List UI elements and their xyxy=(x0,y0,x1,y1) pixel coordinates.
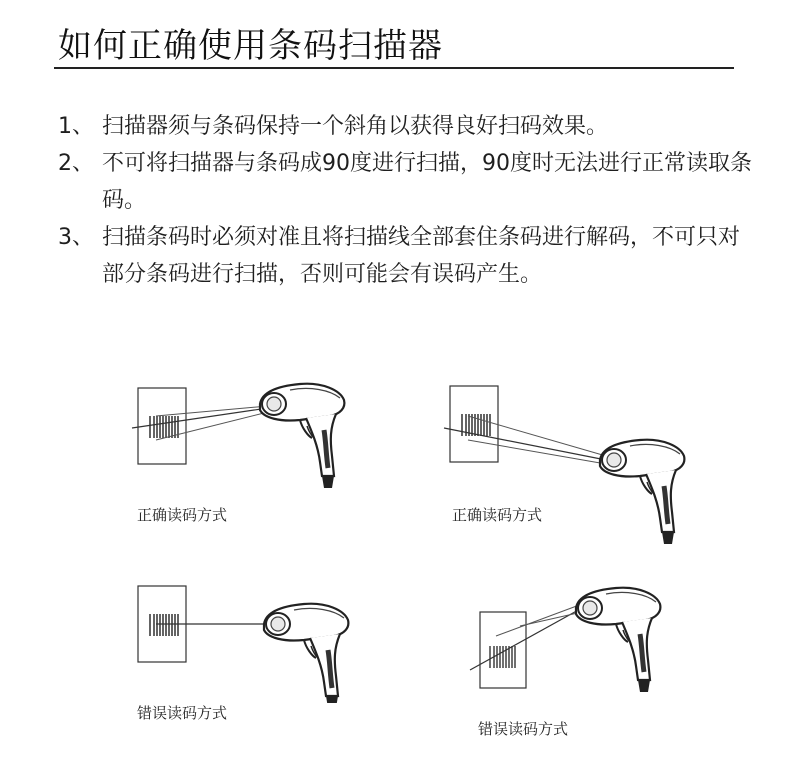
scanner-angled-icon xyxy=(260,384,344,488)
figure-caption: 正确读码方式 xyxy=(452,506,543,524)
figure-wrong-partial xyxy=(460,584,700,714)
scanner-perpendicular-icon xyxy=(264,604,348,703)
figure-correct-angle-2 xyxy=(440,378,690,568)
title-divider xyxy=(54,67,734,69)
figure-caption: 错误读码方式 xyxy=(478,720,569,738)
instruction-item xyxy=(58,219,758,293)
step-text: 不可将扫描器与条码成90度进行扫描，90度时无法进行正常读取条码。 xyxy=(102,151,752,213)
step-number: 3、 xyxy=(58,225,94,250)
figure-caption: 正确读码方式 xyxy=(137,506,228,524)
instruction-item xyxy=(58,145,758,219)
step-number: 2、 xyxy=(58,151,94,176)
step-text: 扫描条码时必须对准且将扫描线全部套住条码进行解码，不可只对部分条码进行扫描，否则可能会有误码产生。 xyxy=(102,225,741,287)
figure-correct-angle-1 xyxy=(128,378,368,503)
step-text: 扫描器须与条码保持一个斜角以获得良好扫码效果。 xyxy=(102,114,609,139)
instruction-item xyxy=(58,108,758,145)
instruction-list xyxy=(58,108,758,293)
page-title: 如何正确使用条码扫描器 xyxy=(58,26,443,66)
scanner-partial-icon xyxy=(576,588,660,692)
step-number: 1、 xyxy=(58,114,94,139)
barcode-card xyxy=(450,386,498,462)
figure-wrong-perpendicular xyxy=(128,578,368,703)
figure-caption: 错误读码方式 xyxy=(137,704,228,722)
scanner-angled-icon xyxy=(600,440,684,544)
